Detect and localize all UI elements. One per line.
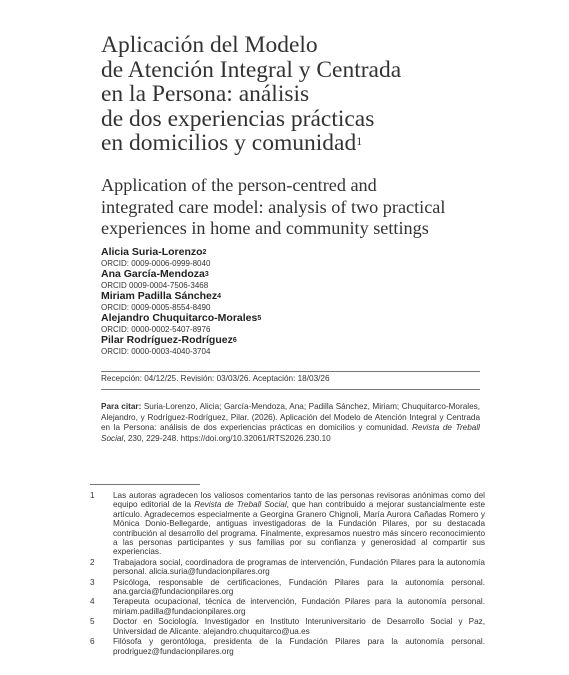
footnote-number: 5 [90, 617, 95, 627]
title-es-line [101, 131, 521, 156]
author-name-text: Pilar Rodríguez-Rodríguez [101, 334, 233, 346]
footnote-text: Filósofa y gerontóloga, presidenta de la Fundación Pilares para la autonomía personal. prodriguez@fundacionpilares.org [113, 637, 485, 656]
author-list [101, 247, 501, 357]
footnote-number: 1 [90, 491, 95, 500]
citation-text: Suria-Lorenzo, Alicia; García-Mendoza, Ana; Padilla Sánchez, Miriam; Chuquitarco-Morales, Alejandro, y Rodríguez-Rodríguez, Pilar. (2026). Aplicación del Modelo de Atención Integral y Centrada en la Persona: análisis de dos experiencias prácticas en domicilios y comunidad. [101, 402, 480, 432]
footnote-journal: Revista de Treball Social [194, 500, 287, 510]
divider-top [101, 371, 480, 372]
author-orcid: ORCID: 0009-0006-0999-8040 [101, 258, 211, 268]
author-orcid: ORCID: 0000-0002-5407-8976 [101, 324, 211, 334]
author-name-text: Alicia Suria-Lorenzo [101, 246, 203, 258]
footnote-number: 4 [90, 597, 95, 607]
title-es-line: en la Persona: análisis [101, 81, 310, 108]
footnote [90, 558, 485, 577]
footnote [90, 637, 485, 656]
footnote-number: 3 [90, 577, 95, 587]
author-entry [101, 291, 501, 313]
footnote-text: Trabajadora social, coordinadora de programas de intervención, Fundación Pilares para la autonomía personal. alicia.suria@fundacionpilares.org [113, 557, 485, 577]
author-name-text: Alejandro Chuquitarco-Morales [101, 312, 258, 324]
author-name [101, 269, 501, 281]
author-orcid: ORCID 0009-0004-7506-3468 [101, 280, 209, 290]
author-name [101, 247, 501, 259]
author-footnote-mark: 3 [204, 271, 209, 278]
footnote [90, 578, 485, 597]
author-footnote-mark: 4 [217, 293, 222, 300]
title-en-line: Application of the person-centred and [101, 175, 377, 195]
footnote-text: Doctor en Sociología. Investigador en Instituto Interuniversitario de Desarrollo Social y Paz, Universidad de Alicante. alejandro.chuquitarco@ua.es [113, 617, 485, 636]
footnote [90, 491, 485, 557]
author-name-text: Ana García-Mendoza [101, 268, 205, 280]
footnote-text: Terapeuta ocupacional, técnica de intervención, Fundación Pilares para la autonomía personal. miriam.padilla@fundacionpilares.org [113, 597, 485, 616]
citation-journal: Revista de Treball Social [101, 423, 480, 443]
title-footnote-mark: 1 [356, 134, 363, 149]
author-footnote-mark: 2 [202, 249, 207, 256]
author-entry [101, 313, 501, 335]
footnote [90, 617, 485, 636]
author-entry [101, 247, 501, 269]
citation-text-end: , 230, 229-248. https://doi.org/10.32061/RTS2026.230.10 [123, 433, 331, 443]
title-es-line: Aplicación del Modelo [101, 32, 318, 58]
citation-label: Para citar: [101, 402, 142, 411]
footnote-text-part: , que han contribuido a mejorar sustancialmente este artículo. Agradecemos especialmente a Georgina Granero Chignoli, María Aurora Cañadas Romero y Mònica Donio-Bellegarde, antiguas investigadoras de la Fundación Pilares, por su destacada contribución al desarrollo del programa. Finalmente, expresamos nuestro más sincero reconocimiento a las personas participantes y sus familias por su confianza y generosidad al compartir sus experiencias. [113, 500, 485, 557]
footnote-number: 6 [90, 637, 95, 647]
footnote-text-part: Las autoras agradecen los valiosos comentarios tanto de las personas revisoras anónimas como del equipo editorial de la [113, 491, 485, 510]
author-name [101, 335, 501, 347]
title-en-line: integrated care model: analysis of two practical [101, 196, 446, 217]
author-footnote-mark: 5 [257, 315, 262, 322]
footnote [90, 597, 485, 616]
title-english [101, 175, 521, 240]
author-name-text: Miriam Padilla Sánchez [101, 290, 218, 302]
title-es-line-text: en domicilios y comunidad [101, 130, 357, 157]
author-entry [101, 269, 501, 291]
footnote-number: 2 [90, 557, 95, 567]
title-spanish [101, 33, 521, 156]
author-entry [101, 335, 501, 357]
title-es-line: de dos experiencias prácticas [101, 105, 375, 132]
citation-block [101, 402, 480, 444]
footnote-text [113, 491, 485, 557]
author-name [101, 291, 501, 303]
divider-received [101, 389, 480, 390]
footnotes [90, 491, 485, 657]
author-footnote-mark: 6 [232, 337, 237, 344]
footnote-divider [90, 484, 200, 485]
footnote-text: Psicóloga, responsable de certificaciones, Fundación Pilares para la autonomía personal. ana.garcia@fundacionpilares.org [113, 577, 485, 597]
author-name [101, 313, 501, 325]
title-en-line: experiences in home and community settings [101, 218, 429, 238]
title-es-line: de Atención Integral y Centrada [101, 56, 402, 83]
author-orcid: ORCID: 0000-0003-4040-3704 [101, 346, 211, 356]
received-dates: Recepción: 04/12/25. Revisión: 03/03/26. Aceptación: 18/03/26 [101, 374, 330, 383]
author-orcid: ORCID: 0009-0005-8554-8490 [101, 302, 211, 312]
